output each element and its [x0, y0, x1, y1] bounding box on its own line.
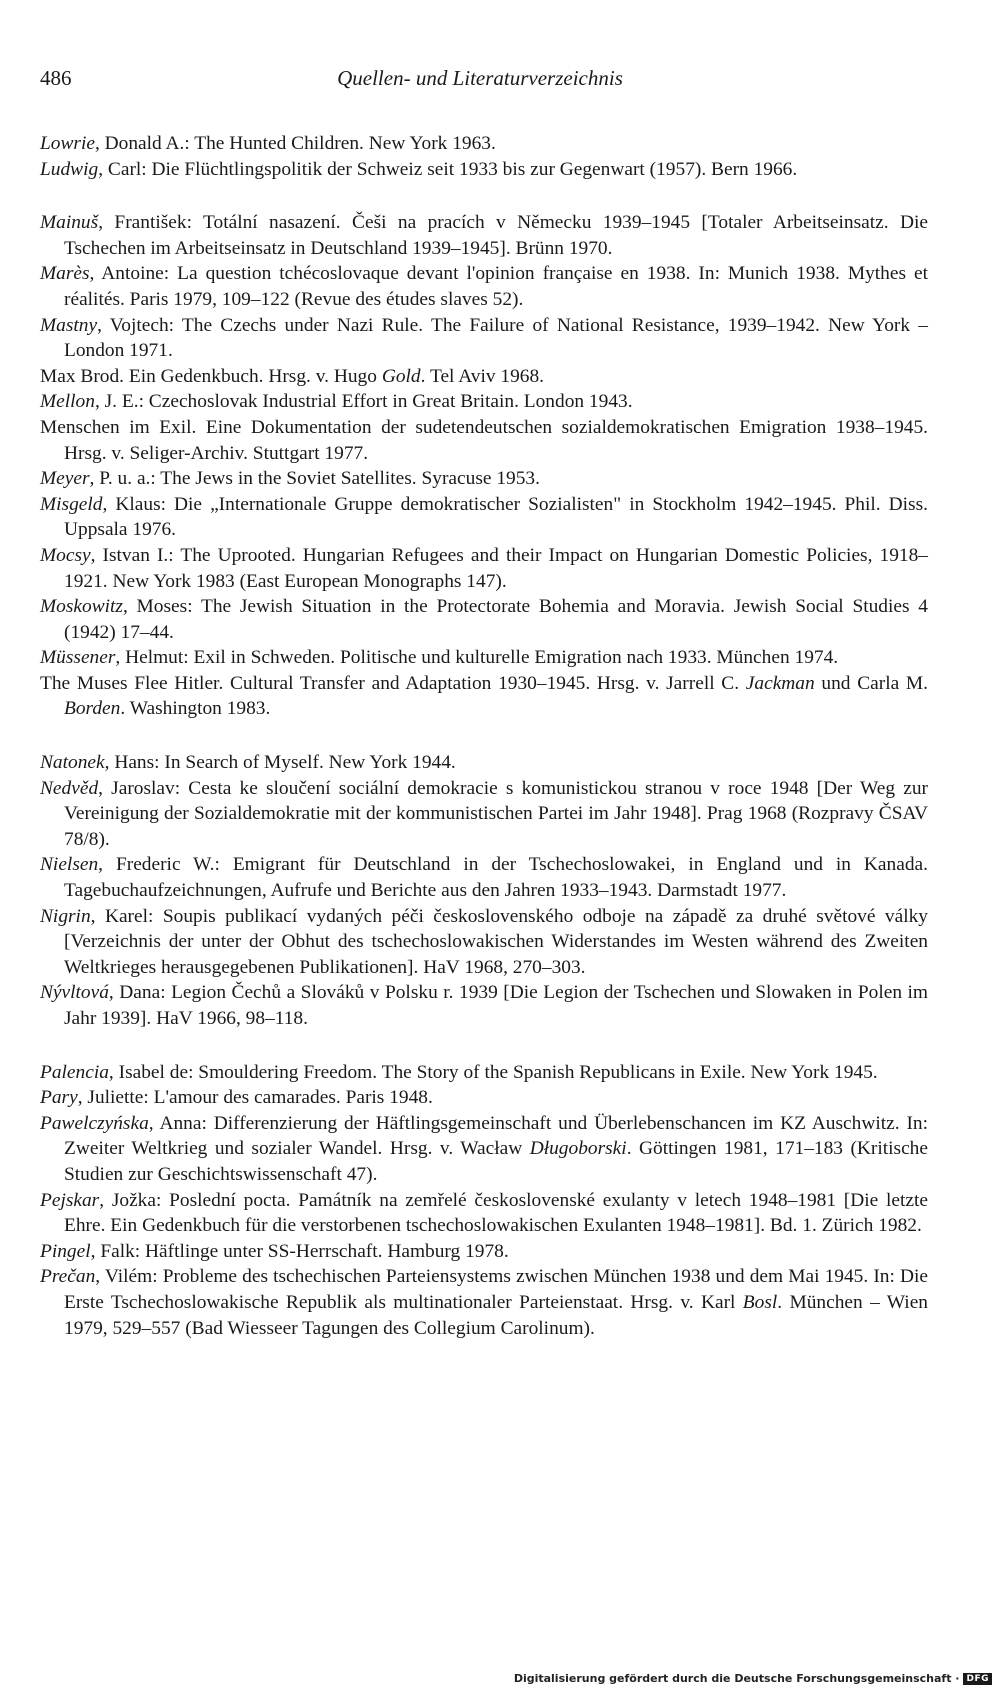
entry-italic-name: Prečan — [40, 1266, 96, 1288]
entry-text: Max Brod. Ein Gedenkbuch. Hrsg. v. Hugo — [40, 365, 382, 387]
entry-text: Menschen im Exil. Eine Dokumentation der sudetendeutschen sozialdemokratischen Emigration 1938–1945. Hrsg. v. Seliger-Archiv. Stuttgart 1977. — [40, 416, 928, 464]
dfg-logo-icon: DFG — [963, 1673, 992, 1685]
bibliography-group — [40, 210, 928, 722]
bibliography-group — [40, 131, 928, 182]
entry-text: und Carla M. — [814, 672, 928, 694]
entry-italic-name: Nývltová — [40, 982, 109, 1004]
entry-italic-name: Ludwig — [40, 158, 99, 180]
entry-italic-name: Długoborski — [529, 1138, 627, 1160]
entry-italic-name: Marès — [40, 263, 90, 285]
bibliography-entry — [40, 543, 928, 594]
entry-text: , Vilém: Probleme des tschechischen Parteiensystems zwischen München 1938 und dem Mai 1945. In: Die Erste Tschechoslowakische Republik als multinationaler Parteienstaat. Hrsg. v. Karl — [64, 1266, 928, 1313]
page-number: 486 — [40, 66, 72, 90]
entry-text: , Moses: The Jewish Situation in the Protectorate Bohemia and Moravia. Jewish Social Studies 4 (1942) 17–44. — [64, 596, 928, 643]
entry-italic-name: Natonek — [40, 752, 105, 774]
entry-italic-name: Mastny — [40, 314, 98, 336]
bibliography-entry — [40, 313, 928, 364]
entry-text: , Frederic W.: Emigrant für Deutschland in der Tschechoslowakei, in England und in Kanada. Tagebuchaufzeichnungen, Aufrufe und Berichte aus den Jahren 1933–1943. Darmstadt 1977. — [64, 854, 928, 902]
bibliography-entry — [40, 645, 928, 671]
entry-italic-name: Pingel — [40, 1240, 91, 1262]
entry-italic-name: Pary — [40, 1087, 78, 1109]
entry-text: , Helmut: Exil in Schweden. Politische und kulturelle Emigration nach 1933. München 1974. — [115, 647, 839, 669]
entry-text: , František: Totální nasazení. Češi na pracích v Německu 1939–1945 [Totaler Arbeitseinsatz. Die Tschechen im Arbeitseinsatz in Deutschland 1939–1945]. Brünn 1970. — [64, 212, 928, 259]
entry-text: , Falk: Häftlinge unter SS-Herrschaft. Hamburg 1978. — [90, 1240, 509, 1262]
bibliography-entry — [40, 492, 928, 543]
entry-text: . Tel Aviv 1968. — [420, 365, 545, 387]
bibliography-entry — [40, 415, 928, 466]
entry-text: The Muses Flee Hitler. Cultural Transfer and Adaptation 1930–1945. Hrsg. v. Jarrell C. — [40, 672, 746, 694]
entry-italic-name: Mocsy — [40, 544, 91, 566]
bibliography-entry — [40, 1060, 928, 1086]
bibliography-entry — [40, 1085, 928, 1111]
entry-text: , Karel: Soupis publikací vydaných péči československého odboje na západě za druhé světové války [Verzeichnis der unter der Obhut des tschechoslowakischen Widerstandes im Westen während des Zweiten Weltkrieges herausgegebenen Publikationen]. HaV 1968, 270–303. — [64, 905, 928, 978]
bibliography-entry — [40, 389, 928, 415]
bibliography-entry — [40, 466, 928, 492]
entry-text: , Donald A.: The Hunted Children. New York 1963. — [94, 133, 496, 154]
entry-italic-name: Gold — [381, 365, 421, 387]
bibliography-entry — [40, 364, 928, 390]
entry-text: , Vojtech: The Czechs under Nazi Rule. The Failure of National Resistance, 1939–1942. New York – London 1971. — [64, 314, 928, 362]
bibliography-entry — [40, 210, 928, 261]
entry-italic-name: Pawelczyńska — [40, 1112, 149, 1134]
entry-italic-name: Jackman — [745, 672, 815, 694]
bibliography-entry — [40, 671, 928, 722]
bibliography-entry — [40, 157, 928, 183]
entry-text: , Anna: Differenzierung der Häftlingsgemeinschaft und Überlebenschancen im KZ Auschwitz. In: Zweiter Weltkrieg und sozialer Wandel. Hrsg. v. Wacław — [64, 1112, 928, 1160]
entry-text: , Dana: Legion Čechů a Slováků v Polsku r. 1939 [Die Legion der Tschechen und Slowaken in Polen im Jahr 1939]. HaV 1966, 98–118. — [64, 982, 928, 1029]
bibliography-group — [40, 1060, 928, 1342]
entry-italic-name: Nielsen — [40, 854, 99, 876]
entry-text: , Istvan I.: The Uprooted. Hungarian Refugees and their Impact on Hungarian Domestic Policies, 1918–1921. New York 1983 (East European Monographs 147). — [64, 544, 928, 592]
footer-credit: Digitalisierung gefördert durch die Deutsche Forschungsgemeinschaft · — [513, 1672, 960, 1685]
entry-italic-name: Moskowitz — [40, 596, 123, 618]
bibliography-list — [40, 131, 928, 1341]
entry-italic-name: Lowrie — [40, 133, 95, 154]
entry-text: , Jaroslav: Cesta ke sloučení sociální demokracie s komunistickou stranou v roce 1948 [Der Weg zur Vereinigung der Sozialdemokratie mit der kommunistischen Partei im Jahr 1948]. Prag 1968 (Rozpravy ČSAV 78/8). — [64, 777, 928, 850]
entry-italic-name: Nigrin — [40, 905, 91, 927]
entry-italic-name: Bosl — [742, 1291, 778, 1313]
entry-text: , J. E.: Czechoslovak Industrial Effort in Great Britain. London 1943. — [94, 391, 633, 413]
entry-text: . Göttingen 1981, 171–183 (Kritische Studien zur Geschichtswissenschaft 47). — [64, 1138, 928, 1185]
entry-text: , Hans: In Search of Myself. New York 1944. — [104, 752, 456, 774]
entry-italic-name: Palencia — [40, 1061, 109, 1083]
entry-text: . München – Wien 1979, 529–557 (Bad Wiesseer Tagungen des Collegium Carolinum). — [64, 1291, 928, 1339]
entry-text: , Juliette: L'amour des camarades. Paris 1948. — [77, 1087, 433, 1109]
entry-italic-name: Mellon — [40, 391, 95, 413]
entry-text: , Carl: Die Flüchtlingspolitik der Schweiz seit 1933 bis zur Gegenwart (1957). Bern 1966. — [98, 158, 798, 180]
bibliography-entry — [40, 750, 928, 776]
entry-text: , Isabel de: Smouldering Freedom. The Story of the Spanish Republicans in Exile. New York 1945. — [108, 1061, 878, 1083]
entry-italic-name: Nedvěd — [40, 777, 99, 799]
entry-italic-name: Mainuš — [40, 212, 99, 234]
entry-text: , Jožka: Poslední pocta. Památník na zemřelé československé exulanty v letech 1948–1981 [Die letzte Ehre. Ein Gedenkbuch für die verstorbenen tschechoslowakischen Exulanten 1948–1981]. Bd. 1. Zürich 1982. — [64, 1189, 928, 1237]
running-title: Quellen- und Literaturverzeichnis — [337, 66, 623, 90]
entry-text: , Antoine: La question tchécoslovaque devant l'opinion française en 1938. In: Munich 1938. Mythes et réalités. Paris 1979, 109–122 (Revue des études slaves 52). — [64, 263, 928, 310]
bibliography-entry — [40, 1188, 928, 1239]
entry-text: , Klaus: Die „Internationale Gruppe demokratischer Sozialisten" in Stockholm 1942–1945. Phil. Diss. Uppsala 1976. — [64, 493, 928, 541]
bibliography-entry — [40, 1239, 928, 1265]
bibliography-entry — [40, 594, 928, 645]
bibliography-entry — [40, 776, 928, 853]
entry-text: , P. u. a.: The Jews in the Soviet Satellites. Syracuse 1953. — [89, 468, 540, 490]
bibliography-entry — [40, 1111, 928, 1188]
entry-italic-name: Borden — [64, 698, 121, 720]
digitization-footer — [514, 1672, 992, 1685]
bibliography-entry — [40, 131, 928, 157]
bibliography-entry — [40, 852, 928, 903]
bibliography-entry — [40, 1264, 928, 1341]
bibliography-entry — [40, 904, 928, 981]
page-header — [40, 66, 920, 96]
bibliography-group — [40, 750, 928, 1032]
bibliography-entry — [40, 261, 928, 312]
entry-italic-name: Meyer — [40, 468, 90, 490]
entry-italic-name: Pejskar — [40, 1189, 100, 1211]
entry-italic-name: Müssener — [40, 647, 116, 669]
entry-text: . Washington 1983. — [120, 698, 271, 720]
bibliography-entry — [40, 980, 928, 1031]
entry-italic-name: Misgeld — [40, 493, 103, 515]
